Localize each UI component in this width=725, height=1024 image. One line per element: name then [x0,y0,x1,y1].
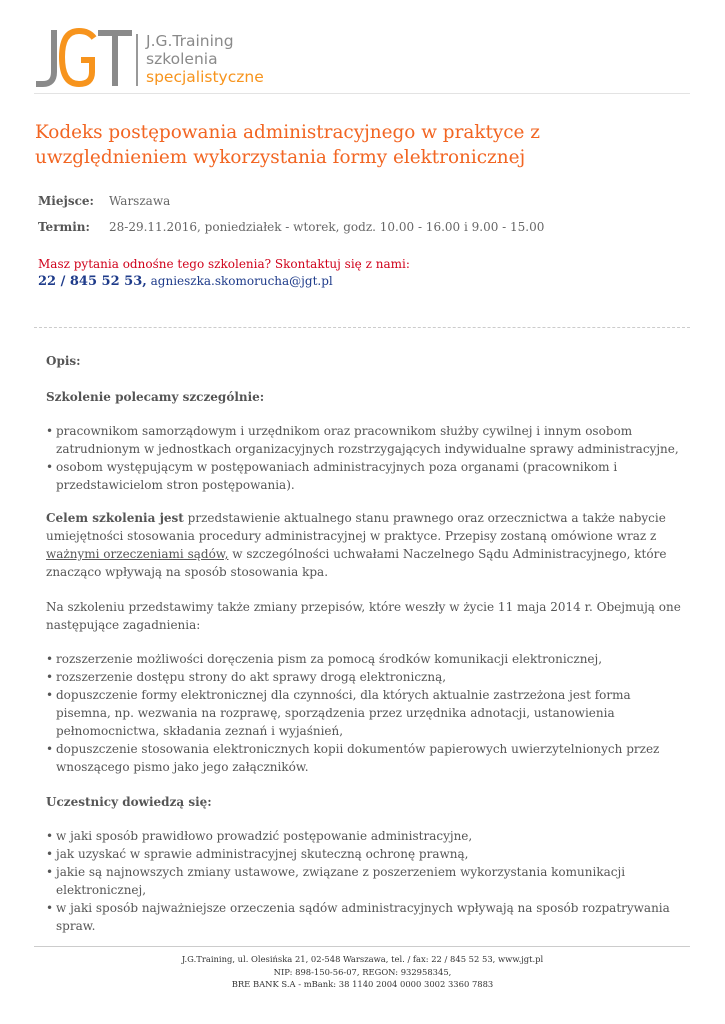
list-item: • dopuszczenie formy elektronicznej dla czynności, dla których aktualnie zastrzeżona jest forma pisemna, np. wezwania na rozprawę, sporządzenia przez urzędnika adnotacji, ustanowienia pełnomocnictwa, składania zeznań i wyjaśnień, [46,686,686,740]
place-label: Miejsce: [38,194,94,208]
opis-heading: Opis: [46,354,81,368]
goal-lead: Celem szkolenia jest [46,511,184,525]
term-value: 28-29.11.2016, poniedziałek - wtorek, godz. 10.00 - 16.00 i 9.00 - 15.00 [109,220,545,234]
list-item: • dopuszczenie stosowania elektronicznych kopii dokumentów papierowych uwierzytelnionych przez wnoszącego pismo jako jego załączników. [46,740,686,776]
list-item: • pracownikom samorządowym i urzędnikom oraz pracownikom służby cywilnej i innym osobom zatrudnionym w jednostkach organizacyjnych rozstrzygających indywidualne sprawy administracyjne, [46,422,686,458]
list-item: • rozszerzenie dostępu strony do akt sprawy drogą elektroniczną, [46,668,686,686]
contact-question: Masz pytania odnośne tego szkolenia? Skontaktuj się z nami: [38,257,410,271]
place-row [38,194,170,208]
list-item: • jakie są najnowszych zmiany ustawowe, związane z poszerzeniem wykorzystania komunikacji elektronicznej, [46,863,686,899]
changes-intro: Na szkoleniu przedstawimy także zmiany przepisów, które weszły w życie 11 maja 2014 r. Obejmują one następujące zagadnienia: [46,600,681,632]
learn-heading: Uczestnicy dowiedzą się: [46,795,212,809]
list-item: • jak uzyskać w sprawie administracyjnej skuteczną ochronę prawną, [46,845,686,863]
recommend-list [46,422,686,494]
logo-line-3: specjalistyczne [146,68,264,86]
contact-line [38,274,333,289]
learn-list [46,827,686,935]
list-item: • w jaki sposób prawidłowo prowadzić postępowanie administracyjne, [46,827,686,845]
footer [0,953,725,991]
header-divider [34,93,690,94]
logo-line-1: J.G.Training [146,32,234,50]
logo-line-2: szkolenia [146,50,218,68]
header [34,20,690,92]
dashed-divider [34,327,690,328]
changes-list [46,650,686,776]
term-row [38,220,544,234]
list-item: • osobom występującym w postępowaniach administracyjnych poza organami (pracownikom i przedstawicielom stron postępowania). [46,458,686,494]
goal-paragraph [46,509,686,581]
footer-divider [34,946,690,947]
goal-text-2: w szczególności uchwałami Naczelnego Sądu Administracyjnego, które znacząco wpływają na sposób stosowania kpa. [46,547,667,579]
recommend-heading: Szkolenie polecamy szczególnie: [46,390,265,404]
page-title: Kodeks postępowania administracyjnego w praktyce z uwzględnieniem wykorzystania formy elektronicznej [35,122,540,168]
term-label: Termin: [38,220,90,234]
goal-text-1: przedstawienie aktualnego stanu prawnego oraz orzecznictwa a także nabycie umiejętności stosowania procedury administracyjnej w praktyce. Przepisy zostaną omówione wraz z [46,511,666,543]
contact-email-link[interactable]: agnieszka.skomorucha@jgt.pl [150,274,333,288]
footer-address: J.G.Training, ul. Olesińska 21, 02-548 Warszawa, tel. / fax: 22 / 845 52 53, www.jgt.pl [181,954,544,964]
logo-divider [136,34,138,86]
jgt-logo [34,28,134,90]
footer-tax-ids: NIP: 898-150-56-07, REGON: 932958345, [273,966,452,977]
place-value: Warszawa [109,194,171,208]
logo-text [146,32,264,86]
list-item: • rozszerzenie możliwości doręczenia pism za pomocą środków komunikacji elektronicznej, [46,650,686,668]
footer-bank: BRE BANK S.A - mBank: 38 1140 2004 0000 3002 3360 7883 [231,979,494,989]
list-item: • w jaki sposób najważniejsze orzeczenia sądów administracyjnych wpływają na sposób rozpatrywania spraw. [46,899,686,935]
description-section [46,352,686,935]
contact-phone[interactable]: 22 / 845 52 53, [38,274,147,289]
goal-underlined: ważnymi orzeczeniami sądów, [46,547,229,561]
